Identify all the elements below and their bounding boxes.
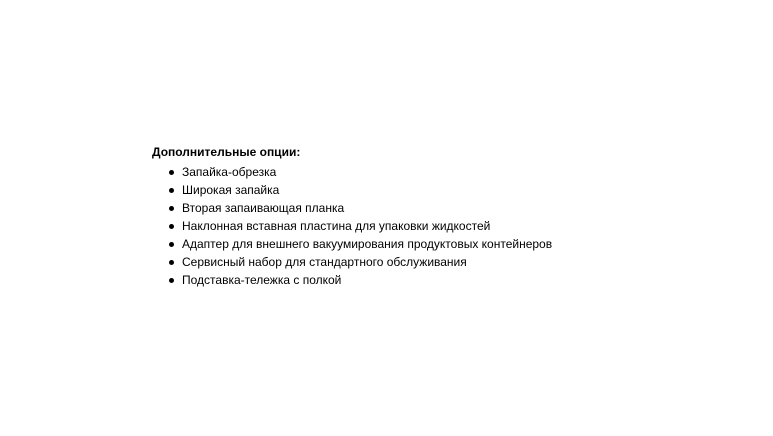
options-heading: Дополнительные опции:: [152, 145, 301, 159]
options-section: [152, 145, 552, 289]
bullet-icon: [169, 242, 174, 247]
bullet-icon: [169, 170, 174, 175]
list-item-text: Запайка-обрезка: [182, 165, 277, 179]
list-item-text: Широкая запайка: [182, 183, 280, 197]
bullet-icon: [169, 260, 174, 265]
options-list: [152, 163, 552, 289]
list-item: [182, 217, 552, 235]
list-item: [182, 163, 552, 181]
list-item-text: Сервисный набор для стандартного обслуживания: [182, 255, 467, 269]
list-item-text: Наклонная вставная пластина для упаковки жидкостей: [182, 219, 491, 233]
bullet-icon: [169, 206, 174, 211]
list-item-text: Подставка-тележка с полкой: [182, 273, 342, 287]
list-item-text: Вторая запаивающая планка: [182, 201, 345, 215]
list-item: [182, 271, 552, 289]
list-item-text: Адаптер для внешнего вакуумирования продуктовых контейнеров: [182, 237, 553, 251]
bullet-icon: [169, 188, 174, 193]
list-item: [182, 199, 552, 217]
bullet-icon: [169, 278, 174, 283]
list-item: [182, 253, 552, 271]
list-item: [182, 235, 552, 253]
list-item: [182, 181, 552, 199]
bullet-icon: [169, 224, 174, 229]
